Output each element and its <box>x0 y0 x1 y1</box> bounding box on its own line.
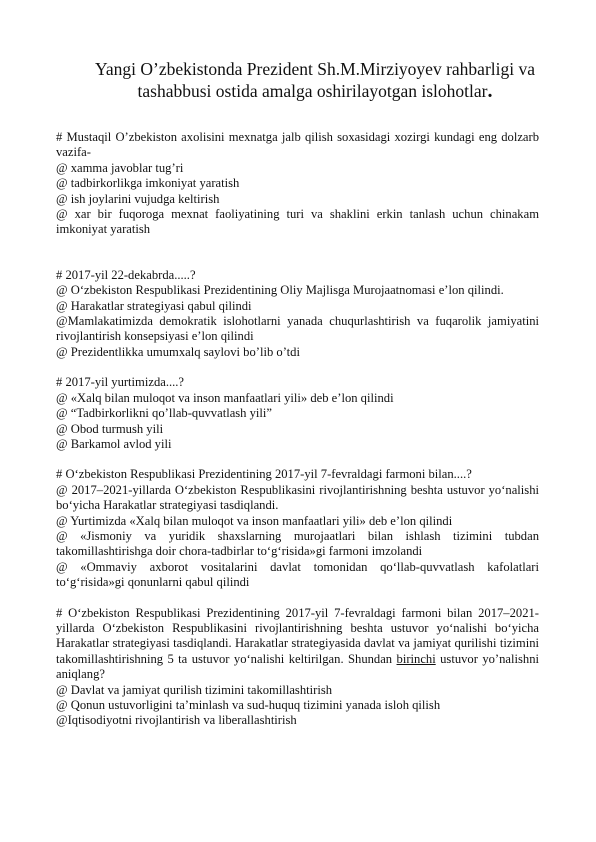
answer-option: @ xar bir fuqoroga mexnat faoliyatining turi va shaklini erkin tanlash uchun chinakam imkoniyat yaratish <box>56 207 539 237</box>
answer-option: @ Davlat va jamiyat qurilish tizimini takomillashtirish <box>56 682 333 697</box>
question-block-3 <box>56 375 539 452</box>
answer-option: @ Qonun ustuvorligini ta’minlash va sud-huquq tizimini yanada isloh qilish <box>56 698 441 712</box>
answer-option: @ O‘zbekiston Respublikasi Prezidentining Oliy Majlisga Murojaatnomasi e’lon qilindi. <box>56 283 504 298</box>
answer-option: @ Prezidentlikka umumxalq saylovi bo’lib o’tdi <box>56 344 300 359</box>
title-line-1: Yangi O’zbekistonda Prezident Sh.M.Mirziyoyev rahbarligi va <box>94 59 535 79</box>
question-text-end: ustuvor yo’nalishni aniqlang? <box>56 651 539 682</box>
question-text: # 2017-yil yurtimizda....? <box>56 375 185 390</box>
question-text: # 2017-yil 22-dekabrda.....? <box>56 267 196 282</box>
answer-option: @Iqtisodiyotni rivojlantirish va liberallashtirish <box>56 713 297 728</box>
question-text-start: # O‘zbekiston Respublikasi Prezidentining 2017-yil 7-fevraldagi farmoni bilan 2017–2021-yillarda O‘zbekiston Respublikasini rivojlantirishning beshta ustuvor yo‘nalishi bo‘yicha Harakatlar strategiyasi tasdiqlandi. Harakatlar strategiyasida davlat va jamiyat qurilishi tizimini takomillashtirishning 5 ta ustuvor yo‘nalishi keltirilgan. Shundan <box>56 605 539 666</box>
answer-option: @ Barkamol avlod yili <box>56 436 172 451</box>
title-line-2 <box>70 80 560 102</box>
question-block-5 <box>56 606 539 729</box>
answer-option: @Mamlakatimizda demokratik islohotlarni yanada chuqurlashtirish va fuqarolik jamiyatini rivojlantirish konsepsiyasi e’lon qilindi <box>56 314 539 344</box>
title-period: . <box>487 80 493 102</box>
document-title <box>70 58 560 102</box>
question-text: # O‘zbekiston Respublikasi Prezidentining 2017-yil 7-fevraldagi farmoni bilan....? <box>56 467 472 482</box>
answer-option: @ «Ommaviy axborot vositalarini davlat tomonidan qo‘llab-quvvatlash kafolatlari to‘g‘risida»gi qonunlarni qabul qilindi <box>56 559 539 590</box>
question-text: # Mustaqil O’zbekiston axolisini mexnatga jalb qilish soxasidagi xozirgi kundagi eng dolzarb vazifa- <box>56 130 539 160</box>
answer-option: @ tadbirkorlikga imkoniyat yaratish <box>56 176 240 191</box>
answer-option: @ Harakatlar strategiyasi qabul qilindi <box>56 298 252 313</box>
question-block-2 <box>56 268 539 360</box>
questions-body <box>56 130 539 744</box>
question-block-4 <box>56 467 539 590</box>
title-line-2-text: tashabbusi ostida amalga oshirilayotgan islohotlar <box>137 81 488 101</box>
question-block-1 <box>56 130 539 238</box>
answer-option: @ xamma javoblar tug’ri <box>56 160 184 175</box>
answer-option: @ «Xalq bilan muloqot va inson manfaatlari yili» deb e’lon qilindi <box>56 390 394 405</box>
question-text <box>56 606 539 683</box>
answer-option: @ Obod turmush yili <box>56 421 164 436</box>
answer-option: @ “Tadbirkorlikni qo’llab-quvvatlash yili” <box>56 406 273 421</box>
answer-option: @ ish joylarini vujudga keltirish <box>56 191 220 206</box>
underlined-word: birinchi <box>396 651 436 666</box>
answer-option: @ «Jismoniy va yuridik shaxslarning murojaatlari bilan ishlash tizimini tubdan takomillashtirishga doir chora-tadbirlar to‘g‘risida»gi farmoni imzolandi <box>56 528 539 559</box>
answer-option: @ Yurtimizda «Xalq bilan muloqot va inson manfaatlari yili» deb e’lon qilindi <box>56 513 453 528</box>
answer-option: @ 2017–2021-yillarda O‘zbekiston Respublikasini rivojlantirishning beshta ustuvor yo‘nalishi bo‘yicha Harakatlar strategiyasi tasdiqlandi. <box>56 482 539 513</box>
